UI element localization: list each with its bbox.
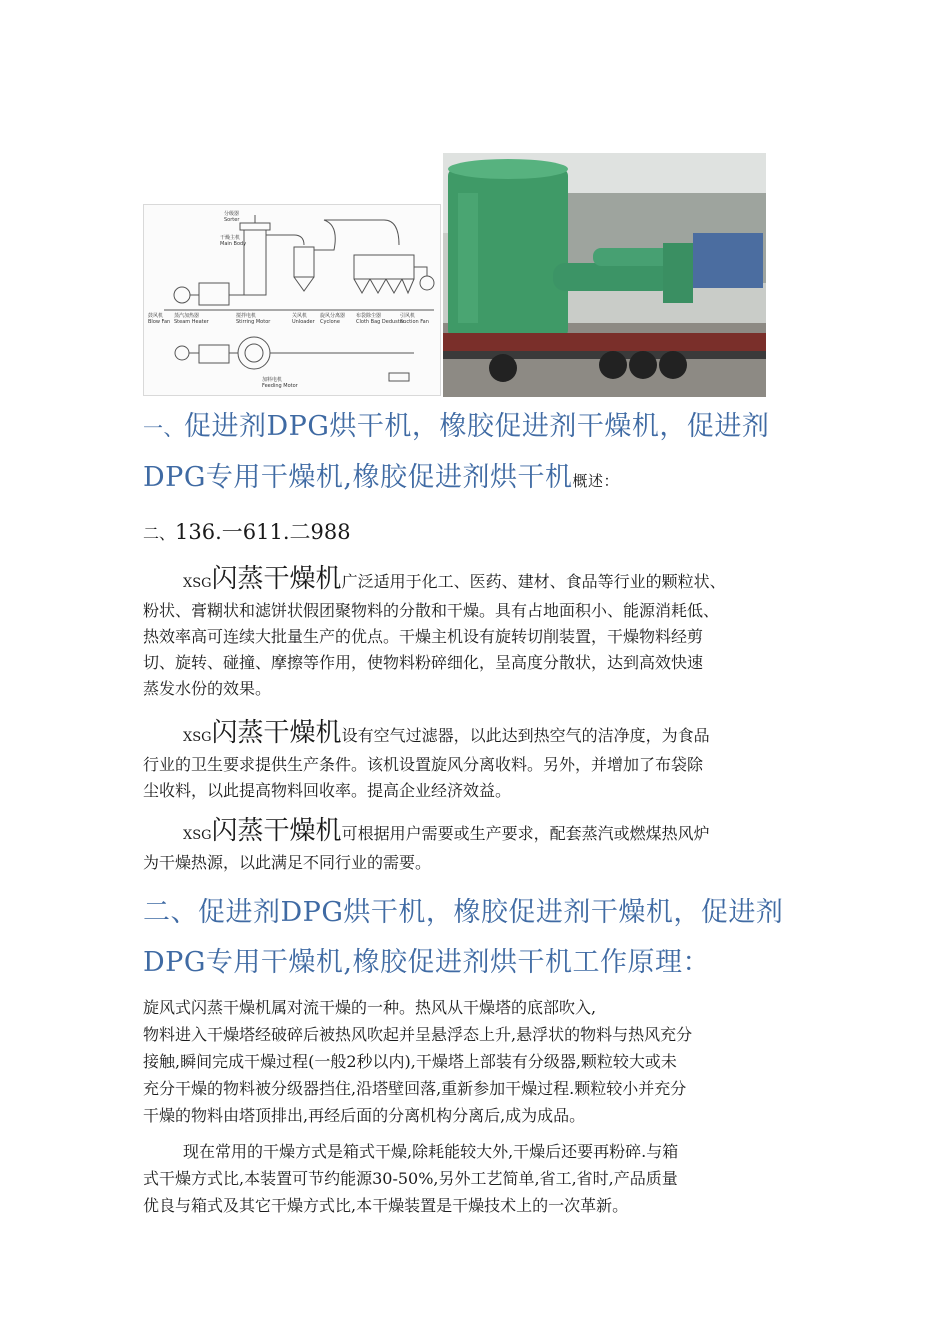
phone-line <box>143 516 351 546</box>
process-flow-drawing <box>144 205 440 395</box>
label-steam-heater: 蒸汽加热器 <box>174 313 200 319</box>
principle-p2-line3: 优良与箱式及其它干燥方式比,本干燥装置是干燥技术上的一次革新。 <box>143 1196 629 1215</box>
label-feeding-motor-en: Feeding Motor <box>262 383 298 389</box>
principle-line5: 干燥的物料由塔顶排出,再经后面的分离机构分离后,成为成品。 <box>143 1106 586 1125</box>
label-cyclone: 旋风分离器 <box>320 313 346 319</box>
principle-paragraph-1 <box>143 994 692 1129</box>
xsg-label: XSG <box>183 828 212 843</box>
overview-p3-line1: 可根据用户需要或生产要求，配套蒸汽或燃煤热风炉 <box>341 824 710 843</box>
label-unloader: 关风机 <box>292 313 308 319</box>
label-blower: 鼓风机 <box>148 313 164 319</box>
label-stirring-motor-en: Stirring Motor <box>236 319 271 325</box>
section2-heading-line1: 二、促进剂DPG烘干机，橡胶促进剂干燥机，促进剂 <box>143 897 784 928</box>
label-cyclone-en: Cyclone <box>320 319 340 325</box>
overview-paragraph-2 <box>143 720 815 804</box>
principle-line2: 物料进入干燥塔经破碎后被热风吹起并呈悬浮态上升,悬浮状的物料与热风充分 <box>143 1025 693 1044</box>
overview-p2-line3: 尘收料，以此提高物料回收率。提高企业经济效益。 <box>143 781 512 800</box>
overview-p1-line3: 热效率高可连续大批量生产的优点。干燥主机设有旋转切削装置，干燥物料经剪 <box>143 627 704 646</box>
label-main-dryer: 干燥主机 <box>220 235 241 241</box>
label-feeding-motor: 加料电机 <box>262 377 283 383</box>
label-blower-en: Blow Fan <box>148 319 171 325</box>
label-bag-filter: 布袋除尘器 <box>356 313 382 319</box>
phone-number: 136.一611.二988 <box>175 520 351 544</box>
principle-paragraph-2 <box>143 1138 678 1219</box>
flash-dryer-term: 闪蒸干燥机 <box>211 718 342 748</box>
label-main-dryer-en: Main Body <box>220 241 247 247</box>
label-bag-filter-en: Cloth Bag Deduster <box>356 319 405 325</box>
section1-title-line2: DPG专用干燥机,橡胶促进剂烘干机 <box>143 462 573 493</box>
overview-p1-line5: 蒸发水份的效果。 <box>143 679 272 698</box>
principle-line3: 接触,瞬间完成干燥过程(一般2秒以内),干燥塔上部装有分级器,颗粒较大或未 <box>143 1052 677 1071</box>
label-suction-fan-en: Suction Fan <box>400 319 429 325</box>
overview-p1-line4: 切、旋转、碰撞、摩擦等作用，使物料粉碎细化，呈高度分散状，达到高效快速 <box>143 653 704 672</box>
section2-heading-line2: DPG专用干燥机,橡胶促进剂烘干机工作原理： <box>143 947 710 978</box>
section1-title-line1: 促进剂DPG烘干机，橡胶促进剂干燥机，促进剂 <box>184 411 770 442</box>
label-separator-en: Sorter <box>224 217 240 223</box>
xsg-label: XSG <box>183 730 212 745</box>
overview-p3-line2: 为干燥热源，以此满足不同行业的需要。 <box>143 853 432 872</box>
label-stirring-motor: 搅拌电机 <box>236 313 257 319</box>
label-steam-heater-en: Steam Heater <box>174 319 209 325</box>
xsg-label: XSG <box>183 576 212 591</box>
overview-p1-line1: 广泛适用于化工、医药、建材、食品等行业的颗粒状、 <box>341 572 726 591</box>
flash-dryer-term: 闪蒸干燥机 <box>211 564 342 594</box>
overview-p2-line2: 行业的卫生要求提供生产条件。该机设置旋风分离收料。另外，并增加了布袋除 <box>143 755 704 774</box>
label-separator: 分级器 <box>224 211 240 217</box>
flash-dryer-term: 闪蒸干燥机 <box>211 816 342 846</box>
principle-line4: 充分干燥的物料被分级器挡住,沿塔壁回落,重新参加干燥过程.颗粒较小并充分 <box>143 1079 687 1098</box>
section1-prefix: 一、 <box>143 416 184 440</box>
principle-p2-line1: 现在常用的干燥方式是箱式干燥,除耗能较大外,干燥后还要再粉碎.与箱 <box>183 1142 679 1161</box>
process-flow-diagram <box>143 204 441 396</box>
overview-paragraph-1 <box>143 566 815 702</box>
section1-heading-line2 <box>143 455 619 494</box>
dryer-on-truck-photo <box>443 153 766 397</box>
section1-heading-line1 <box>143 404 769 443</box>
overview-p2-line1: 设有空气过滤器，以此达到热空气的洁净度，为食品 <box>341 726 710 745</box>
label-unloader-en: Unloader <box>292 319 315 325</box>
principle-line1: 旋风式闪蒸干燥机属对流干燥的一种。热风从干燥塔的底部吹入, <box>143 998 597 1017</box>
dryer-photo-drawing <box>443 153 766 397</box>
section1-tail: 概述： <box>572 472 619 490</box>
overview-p1-line2: 粉状、膏糊状和滤饼状假团聚物料的分散和干燥。具有占地面积小、能源消耗低、 <box>143 601 720 620</box>
phone-prefix: 二、 <box>143 524 176 543</box>
principle-p2-line2: 式干燥方式比,本装置可节约能源30-50%,另外工艺简单,省工,省时,产品质量 <box>143 1169 678 1188</box>
label-suction-fan: 引风机 <box>400 313 416 319</box>
overview-paragraph-3 <box>143 818 815 876</box>
